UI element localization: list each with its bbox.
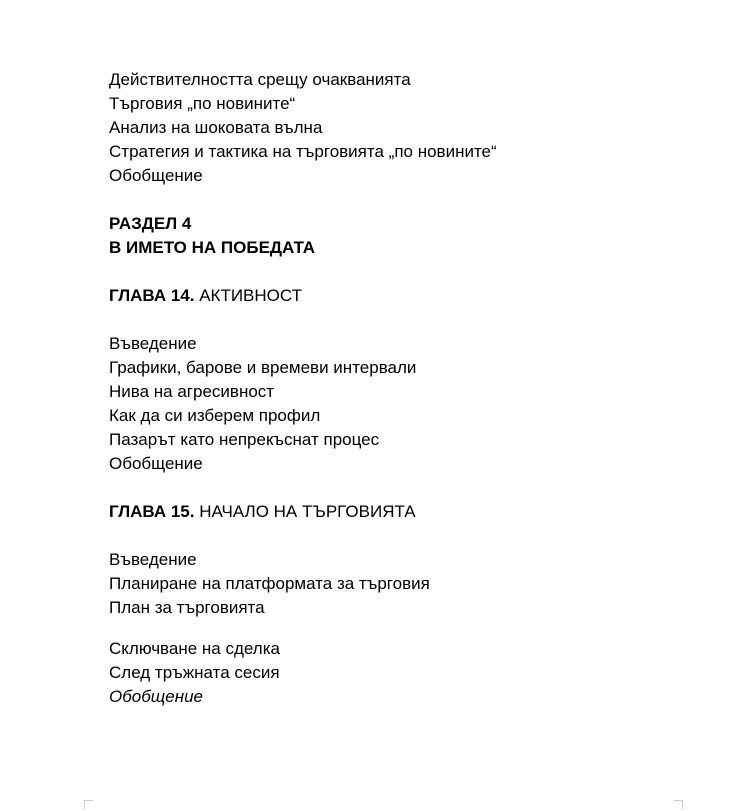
spacer — [109, 260, 669, 284]
chapter-heading — [109, 284, 669, 308]
toc-item: Пазарът като непрекъснат процес — [109, 430, 380, 449]
toc-item: Въведение — [109, 334, 197, 353]
document-content — [109, 68, 669, 709]
toc-item: Анализ на шоковата вълна — [109, 118, 323, 137]
margin-corner-mark-left — [84, 800, 93, 809]
toc-item: Търговия „по новините“ — [109, 94, 296, 113]
chapter-title: АКТИВНОСТ — [194, 286, 302, 305]
toc-item: Въведение — [109, 550, 197, 569]
toc-item-summary: Обобщение — [109, 687, 203, 706]
spacer — [109, 308, 669, 332]
toc-item: Планиране на платформата за търговия — [109, 574, 430, 593]
spacer — [109, 620, 669, 637]
toc-item: След тръжната сесия — [109, 663, 280, 682]
toc-item: Графики, барове и времеви интервали — [109, 358, 417, 377]
spacer — [109, 524, 669, 548]
spacer — [109, 188, 669, 212]
toc-item: Действителността срещу очакванията — [109, 70, 411, 89]
toc-item: Как да си изберем профил — [109, 406, 321, 425]
spacer — [109, 476, 669, 500]
toc-item: Обобщение — [109, 454, 203, 473]
section-title: В ИМЕТО НА ПОБЕДАТА — [109, 238, 316, 257]
toc-item: Сключване на сделка — [109, 639, 280, 658]
toc-item: План за търговията — [109, 598, 265, 617]
chapter-label: ГЛАВА 14. — [109, 286, 195, 305]
section-label: РАЗДЕЛ 4 — [109, 214, 192, 233]
margin-corner-mark-right — [674, 800, 683, 809]
toc-item: Нива на агресивност — [109, 382, 275, 401]
chapter-heading — [109, 500, 669, 524]
chapter-label: ГЛАВА 15. — [109, 502, 195, 521]
toc-item: Обобщение — [109, 166, 203, 185]
chapter-title: НАЧАЛО НА ТЪРГОВИЯТА — [194, 502, 416, 521]
toc-item: Стратегия и тактика на търговията „по новините“ — [109, 142, 497, 161]
